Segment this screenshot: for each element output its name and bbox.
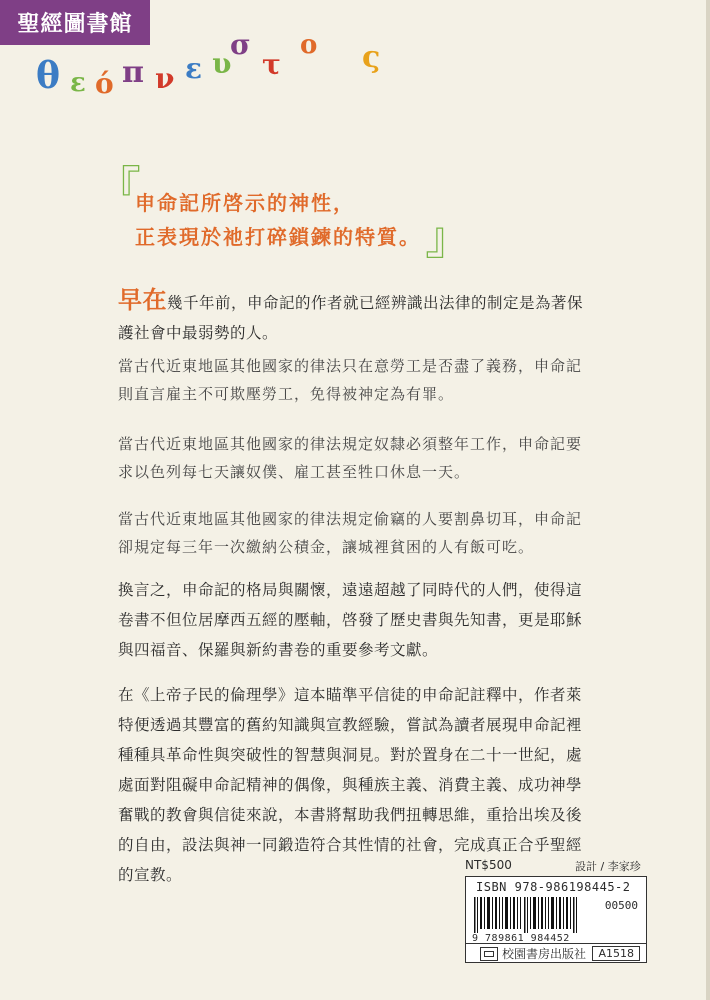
greek-letter: σ xyxy=(230,28,251,61)
intro-text: 幾千年前，申命記的作者就已經辨識出法律的制定是為著保護社會中最弱勢的人。 xyxy=(118,294,584,342)
isbn-box xyxy=(465,876,647,963)
price: NT$500 xyxy=(465,858,512,872)
pull-quote xyxy=(95,161,615,275)
paragraph-3: 在《上帝子民的倫理學》這本瞄準平信徒的申命記註釋中，作者萊特便透過其豐富的舊約知識與宣教經驗，嘗試為讀者展現申命記裡種種具革命性與突破性的智慧與洞見。對於置身在二十一世紀，處處面對阻礙申命記精神的偶像，與種族主義、消費主義、成功神學奮戰的教會與信徒來說，本書將幫助我們扭轉思維，重拾出埃及後的自由，設法與神一同鍛造符合其性情的社會，完成真正合乎聖經的宣教。 xyxy=(118,686,583,884)
intro-paragraph xyxy=(118,285,588,348)
publisher-row xyxy=(466,943,646,963)
quote-line-1: 申命記所啓示的神性， xyxy=(135,191,355,215)
isbn: ISBN 978-986198445-2 xyxy=(476,880,631,894)
comparison-3: 當古代近東地區其他國家的律法規定偷竊的人要割鼻切耳，申命記卻規定每三年一次繳納公積金，讓城裡貧困的人有飯可吃。 xyxy=(118,510,583,556)
publisher-name: 校園書房出版社 xyxy=(502,947,587,961)
greek-letter: ς xyxy=(362,40,381,75)
greek-letter: ο xyxy=(300,30,318,60)
barcode-number: 9 789861 984452 xyxy=(472,933,570,944)
intro-lead: 早在 xyxy=(118,286,167,314)
greek-title xyxy=(0,0,710,120)
greek-letter: ε xyxy=(70,68,86,98)
cover-edge xyxy=(706,0,710,1000)
publisher-logo-icon xyxy=(480,947,498,961)
comparison-1: 當古代近東地區其他國家的律法只在意勞工是否盡了義務，申命記則直言雇主不可欺壓勞工，免得被神定為有罪。 xyxy=(118,357,583,403)
series-label: 聖經圖書館 xyxy=(0,0,150,45)
greek-letter: ε xyxy=(185,52,203,85)
designer-credit: 設計 / 李家珍 xyxy=(575,860,641,873)
open-quote-mark: 『 xyxy=(95,161,141,215)
greek-letter: ν xyxy=(155,62,175,95)
greek-letter: τ xyxy=(262,48,281,81)
greek-letter: θ xyxy=(36,55,61,97)
quote-line-2: 正表現於祂打碎鎖鍊的特質。 xyxy=(135,225,421,249)
greek-letter: ό xyxy=(95,67,114,100)
paragraph-2: 換言之，申命記的格局與關懷，遠遠超越了同時代的人們，使得這卷書不但位居摩西五經的壓軸，啓發了歷史書與先知書，更是耶穌與四福音、保羅與新約書卷的重要參考文獻。 xyxy=(118,581,583,659)
catalog-code: A1518 xyxy=(592,946,640,961)
comparison-2: 當古代近東地區其他國家的律法規定奴隸必須整年工作，申命記要求以色列每七天讓奴僕、雇工甚至牲口休息一天。 xyxy=(118,435,583,481)
greek-letter: π xyxy=(122,55,144,90)
greek-letter: υ xyxy=(212,47,232,80)
close-quote-mark: 』 xyxy=(425,211,471,265)
price-code: 00500 xyxy=(604,899,638,912)
barcode xyxy=(474,897,584,933)
